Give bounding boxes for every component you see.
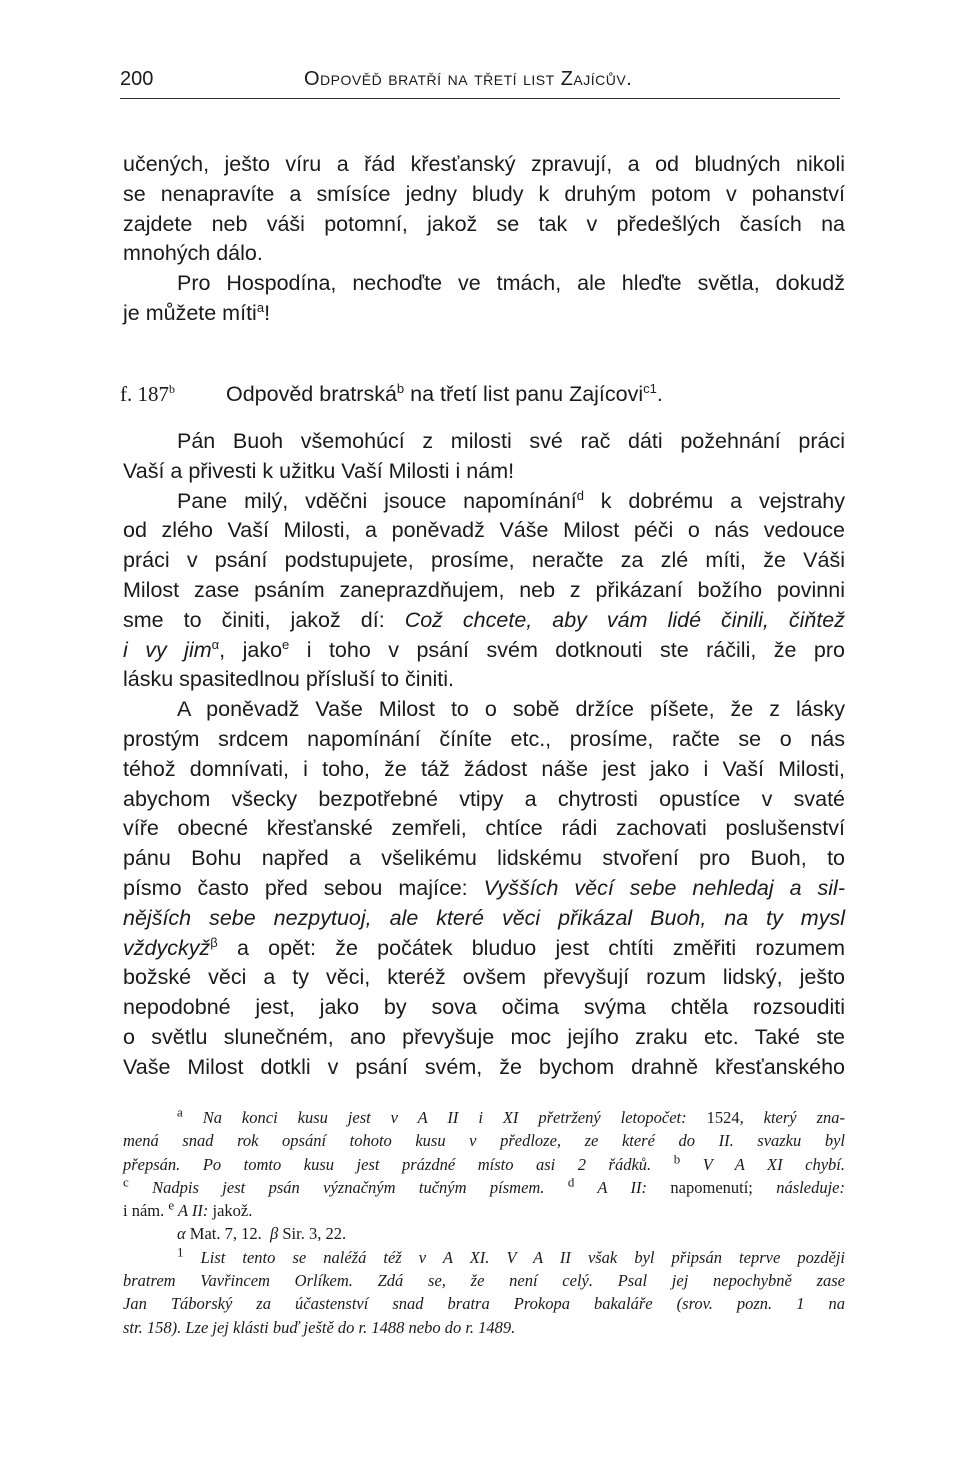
text-line: Milost zase psáním zaneprazdňujem, neb z přikázaní božího povinni	[123, 577, 845, 602]
quote-span: Vyšších věcí sebe nehledaj a sil-	[483, 875, 845, 900]
text-span: i toho v psání svém dotknouti ste ráčili, že pro	[289, 637, 845, 662]
text-line: abychom všecky bezpotřebné vtipy a chytrosti opustíce v svaté	[123, 786, 845, 811]
title-text: .	[656, 382, 663, 406]
title-text: na třetí list panu Zajícovi	[404, 382, 644, 406]
footnote-marker: β	[210, 934, 218, 950]
note-span: A II:	[574, 1177, 671, 1197]
text-line	[123, 487, 845, 517]
text-line: o světlu slunečném, ano převyšuje moc jejího zraku etc. Také ste	[123, 1024, 845, 1049]
footnote-marker: b	[396, 380, 405, 396]
text-line: pánu Bohu napřed a všelikému lidskému stvoření pro Buoh, to	[123, 846, 845, 871]
text-line: téhož domnívati, i toho, že táž žádost náše jest jako i Vaší Milosti,	[123, 756, 845, 781]
footnote-marker: e	[168, 1197, 175, 1213]
note-span: Sir. 3, 22.	[278, 1224, 347, 1244]
letter-body	[123, 427, 845, 1083]
footnote-marker: c1	[643, 380, 657, 396]
footnote-marker: α	[177, 1224, 186, 1244]
text-line: božské věci a ty věci, kteréž ovšem převyšují rozum lidský, ješto	[123, 965, 845, 990]
footnote-marker: β	[270, 1224, 279, 1244]
text-span: je můžete míti	[123, 300, 257, 325]
text-line: se nenapravíte a smísíce jedny bludy k druhým potom v pohanství	[123, 181, 845, 206]
text-line: učených, ješto víru a řád křesťanský zpravují, a od bludných nikoli	[123, 152, 845, 176]
footnotes	[123, 1106, 845, 1339]
footnote-marker: b	[673, 1151, 681, 1167]
text-line: Vaše Milost dotkli v psání svém, že bychom drahně křesťanského	[123, 1054, 845, 1079]
note-span: přepsán. Po tomto kusu jest prázdné místo asi 2 řádků.	[123, 1154, 652, 1174]
header-rule	[120, 98, 840, 99]
text-span: písmo často před sebou majíce:	[123, 875, 484, 900]
text-line: zajdete neb váši potomní, jakož se tak v předešlých časích na	[123, 211, 845, 236]
text-span: a opět: že počátek bluduo jest chtíti změřiti rozumem	[217, 935, 845, 960]
text-line: Pán Buoh všemohúcí z milosti své rač dáti požehnání práci	[177, 429, 845, 453]
text-line	[123, 904, 845, 934]
letter-title	[226, 382, 663, 407]
text-line	[123, 606, 845, 636]
footnote-marker: e	[282, 636, 290, 652]
folio-reference	[120, 382, 175, 407]
page-number: 200	[120, 68, 154, 90]
footnote-line: str. 158). Lze jej klásti buď ještě do r. 1488 nebo do r. 1489.	[123, 1317, 516, 1337]
quote-span: vždyckyž	[123, 935, 211, 960]
intro-paragraph	[123, 150, 845, 329]
text-line: prostým srdcem napomínání číníte etc., prosíme, račte se o nás	[123, 726, 845, 751]
footnote-marker: a	[177, 1104, 183, 1120]
note-span: následuje:	[776, 1177, 845, 1197]
footnote-marker: α	[211, 636, 220, 652]
text-span: k dobrému a vejstrahy	[583, 488, 845, 513]
footnote-line	[123, 1106, 845, 1129]
text-span: !	[264, 300, 271, 325]
note-span: i nám.	[123, 1201, 165, 1221]
footnote-marker: c	[123, 1174, 129, 1190]
note-span: 1524,	[706, 1108, 744, 1127]
quote-span: i vy jim	[123, 637, 212, 662]
note-span: List tento se naléžá též v A XI. V A II však byl připsán teprve později	[183, 1247, 845, 1267]
text-line: lásku spasitedlnou přísluší to činiti.	[123, 667, 455, 692]
folio-marker: b	[169, 382, 175, 396]
text-line	[123, 636, 845, 666]
footnote-marker: d	[567, 1174, 575, 1190]
footnote-line	[123, 1222, 845, 1245]
note-span: Mat. 7, 12.	[185, 1224, 262, 1244]
page-header	[120, 62, 840, 98]
footnote-line	[123, 1153, 845, 1176]
footnote-line: Jan Táborský za účastenství snad bratra Prokopa bakaláře (srov. pozn. 1 na	[123, 1294, 845, 1314]
text-line: mnohých dálo.	[123, 241, 263, 266]
footnote-line: mená snad rok opsání tohoto kusu v předloze, ze které do II. svazku byl	[123, 1131, 845, 1151]
footnote-line	[123, 1246, 845, 1269]
note-span: A II:	[174, 1201, 213, 1221]
footnote-line	[123, 1176, 845, 1199]
title-text: Odpověd bratrská	[226, 382, 397, 406]
footnote-marker: 1	[177, 1244, 184, 1260]
note-span: Na konci kusu jest v A II i XI přetržený letopočet:	[182, 1108, 707, 1127]
text-line: práci v psání podstupujete, prosíme, neračte za zlé míti, že Váši	[123, 548, 845, 573]
footnote-line: bratrem Vavřincem Orlíkem. Zdá se, že není celý. Psal jej nepochybně zase	[123, 1271, 845, 1291]
footnote-marker: d	[576, 487, 584, 503]
quote-span: nějších sebe nezpytuoj, ale které věci přikázal Buoh, na ty mysl	[123, 905, 845, 930]
text-line: Pro Hospodína, nechoďte ve tmách, ale hleďte světla, dokudž	[177, 271, 845, 296]
footnote-line	[123, 1199, 845, 1222]
note-span: jakož.	[212, 1201, 253, 1221]
note-span: který zna-	[743, 1108, 845, 1127]
text-span: sme to činiti, jakož dí:	[123, 607, 405, 632]
quote-span: Což chcete, aby vám lidé činili, čiňtež	[404, 607, 846, 632]
text-line: A poněvadž Vaše Milost to o sobě držíce píšete, že z lásky	[177, 697, 845, 722]
text-line: Vaší a přivesti k užitku Vaší Milosti i nám!	[123, 458, 515, 483]
text-line: víře obecné křesťanské zemřeli, chtíce rádi zachovati poslušenství	[123, 816, 845, 841]
text-line	[123, 299, 845, 329]
note-span: Nadpis jest psán význačným tučným písmem.	[128, 1177, 545, 1197]
folio-text: f. 187	[120, 382, 169, 406]
text-span: Pane milý, vděčni jsouce napomínání	[177, 488, 577, 513]
text-line	[123, 934, 845, 964]
note-span: napomenutí;	[670, 1177, 777, 1197]
text-line: od zlého Vaší Milosti, a poněvadž Váše Milost péči o nás vedouce	[123, 518, 845, 543]
text-line	[123, 874, 845, 904]
text-line: nepodobné jest, jako by sova očima svýma chtěla rozsouditi	[123, 995, 845, 1020]
running-head: Odpověď bratří na třetí list Zajícův.	[304, 68, 633, 90]
note-span: V A XI chybí.	[680, 1154, 845, 1174]
footnote-marker: a	[256, 299, 265, 315]
text-span: , jako	[219, 637, 283, 662]
